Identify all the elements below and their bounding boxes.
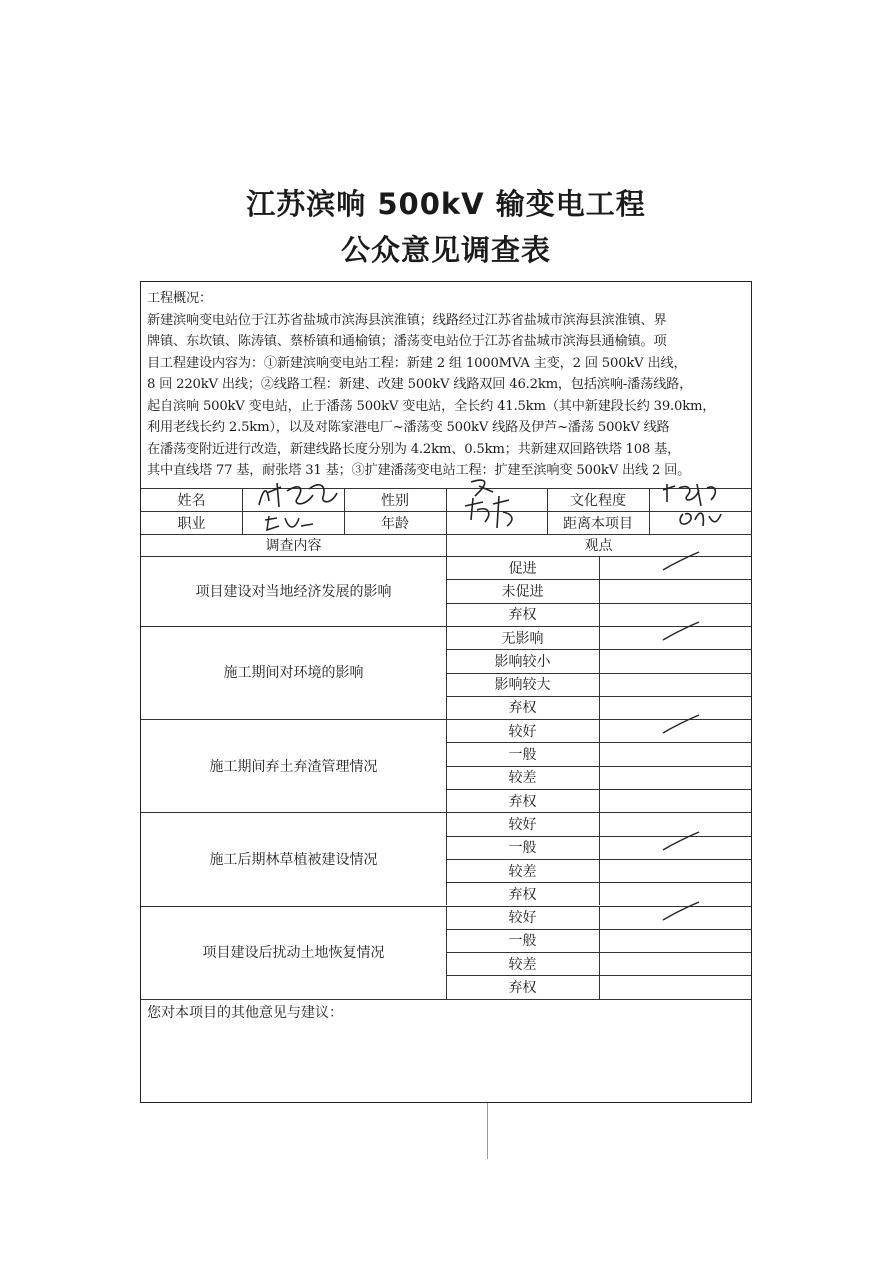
education-distance-handwriting <box>653 480 733 534</box>
option-label: 弃权 <box>508 700 537 717</box>
name-handwriting <box>253 479 343 511</box>
option-label: 一般 <box>508 933 537 950</box>
col-divider <box>599 812 600 905</box>
question-text: 施工期间弃土弃渣管理情况 <box>209 758 378 775</box>
col-divider <box>599 719 600 812</box>
name-label: 姓名 <box>177 492 206 509</box>
col-divider <box>242 488 243 534</box>
col-divider <box>649 488 650 534</box>
overview-line: 8 回 220kV 出线；②线路工程：新建、改建 500kV 线路双回 46.2km，包括滨响-潘荡线路， <box>147 377 693 392</box>
option-label: 一般 <box>508 840 537 857</box>
check-mark <box>661 830 701 854</box>
overview-line: 目工程建设内容为：①新建滨响变电站工程：新建 2 组 1000MVA 主变，2 回 500kV 出线， <box>147 355 687 371</box>
distance-label: 距离本项目 <box>563 515 633 532</box>
option-label: 较好 <box>508 816 537 833</box>
col-divider <box>599 556 600 626</box>
question-text: 项目建设对当地经济发展的影响 <box>195 583 392 600</box>
question-text: 施工后期林草植被建设情况 <box>209 851 378 868</box>
check-mark <box>661 900 701 924</box>
education-label: 文化程度 <box>570 492 626 509</box>
survey-form <box>140 281 752 1103</box>
option-label: 弃权 <box>508 980 537 997</box>
col-divider <box>446 626 447 719</box>
option-label: 较差 <box>508 863 537 880</box>
col-divider <box>599 906 600 999</box>
option-label: 较好 <box>508 723 537 740</box>
overview-line: 起自滨响 500kV 变电站，止于潘荡 500kV 变电站，全长约 41.5km（其中新建段长约 39.0km， <box>147 398 716 414</box>
col-divider <box>446 556 447 626</box>
gender-label: 性别 <box>381 492 409 509</box>
option-label: 较差 <box>508 770 537 787</box>
option-label: 无影响 <box>501 630 544 647</box>
overview-line: 其中直线塔 77 基，耐张塔 31 基；③扩建潘荡变电站工程：扩建至滨响变 500kV 出线 2 回。 <box>147 463 691 478</box>
form-subtitle: 公众意见调查表 <box>340 233 551 267</box>
option-label: 弃权 <box>508 886 537 903</box>
check-mark <box>661 550 701 574</box>
occupation-handwriting <box>259 512 319 534</box>
overview-label: 工程概况： <box>147 291 212 306</box>
option-label: 一般 <box>508 747 537 764</box>
age-label: 年龄 <box>381 515 409 532</box>
opinion-header: 观点 <box>584 538 613 554</box>
question-text: 施工期间对环境的影响 <box>223 665 364 682</box>
overview-line: 利用老线长约 2.5km），以及对陈家港电厂~潘荡变 500kV 线路及伊芦~潘荡 500kV 线路 <box>147 420 670 435</box>
option-label: 促进 <box>508 560 537 577</box>
overview-line: 牌镇、东坎镇、陈涛镇、蔡桥镇和通榆镇；潘荡变电站位于江苏省盐城市滨海县通榆镇。项 <box>147 334 667 349</box>
option-label: 较差 <box>508 956 537 973</box>
project-overview <box>147 288 747 482</box>
overview-line: 在潘荡变附近进行改造，新建线路长度分别为 4.2km、0.5km；共新建双回路铁塔 108 基， <box>147 441 681 457</box>
option-label: 弃权 <box>508 607 537 624</box>
question-text: 项目建设后扰动土地恢复情况 <box>202 945 385 962</box>
col-divider <box>446 812 447 905</box>
option-label: 影响较小 <box>494 653 551 670</box>
option-label: 弃权 <box>508 793 537 810</box>
occupation-label: 职业 <box>177 515 206 532</box>
overview-line: 新建滨响变电站位于江苏省盐城市滨海县滨淮镇；线路经过江苏省盐城市滨海县滨淮镇、界 <box>147 312 667 328</box>
row-divider <box>141 999 751 1000</box>
form-title: 江苏滨响 500kV 输变电工程 <box>246 187 646 221</box>
option-label: 未促进 <box>501 583 544 600</box>
scan-artifact-line <box>487 1103 488 1159</box>
option-label: 较好 <box>508 910 537 927</box>
col-divider <box>446 719 447 812</box>
remarks-label: 您对本项目的其他意见与建议： <box>147 1005 343 1021</box>
check-mark <box>661 620 701 644</box>
check-mark <box>661 713 701 737</box>
option-label: 影响较大 <box>494 677 551 694</box>
survey-content-header: 调查内容 <box>265 538 322 554</box>
col-divider <box>599 626 600 719</box>
col-divider <box>446 906 447 999</box>
gender-age-handwriting <box>453 476 533 534</box>
